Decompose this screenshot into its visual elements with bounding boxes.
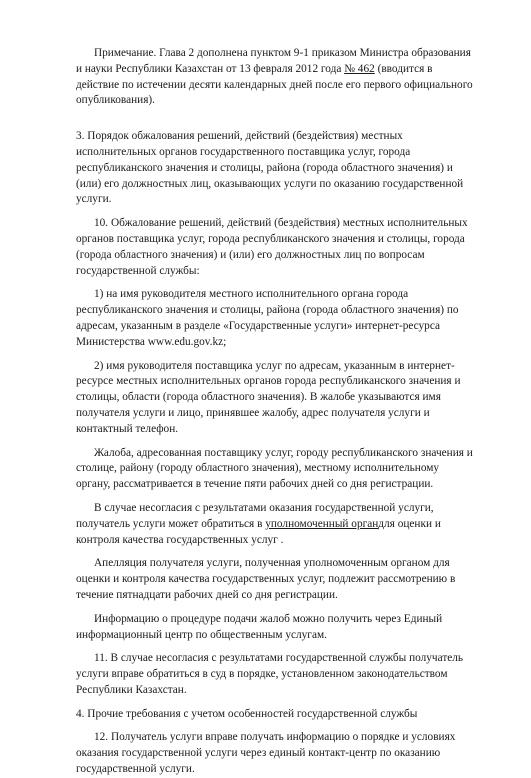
info-paragraph: Информацию о процедуре подачи жалоб можно получить через Единый информационный центр по общественным услугам.: [76, 612, 443, 641]
note-text: Примечание. Глава 2 дополнена пунктом 9-1 приказом Министра образования и науки Республики Казахстан от 13 февраля 2012 года: [76, 47, 471, 75]
paragraph-10: 10. Обжалование решений, действий (бездействия) местных исполнительных органов поставщика услуг, города республиканского значения и столицы, города (города областного значения) и (или) его должностных лиц по вопросам государственной службы:: [76, 217, 468, 277]
section-3-heading: 3. Порядок обжалования решений, действий (бездействия) местных исполнительных органов государственного поставщика услуг, города республиканского значения и столицы, района (города областного значения) и (или) его должностных лиц, оказывающих услуги по оказанию государственной услуги.: [76, 130, 464, 206]
section-4-heading: 4. Прочие требования с учетом особенностей государственной службы: [76, 707, 418, 720]
order-link[interactable]: № 462: [344, 62, 375, 75]
appeal-paragraph: Апелляция получателя услуги, полученная уполномоченным органом для оценки и контроля качества государственных услуг, подлежит рассмотрению в течение пятнадцати рабочих дней со дня регистрации.: [76, 557, 456, 601]
disagreement-text: В случае несогласия с результатами оказания государственной услуги, получатель услуги может обратиться в: [76, 501, 434, 530]
paragraph-10-item-2: 2) имя руководителя поставщика услуг по адресам, указанным в интернет-ресурсе местных исполнительных органов города республиканского значения и столицы, области (города областного значения). В жалобе указываются имя получателя услуги и лицо, принявшее жалобу, адрес получателя услуги и контактный телефон.: [76, 359, 461, 435]
disagreement-text-end: для оценки и контроля качества государственных услуг .: [76, 517, 441, 546]
paragraph-12: 12. Получатель услуги вправе получать информацию о порядке и условиях оказания государственной услуги через единый контакт-центр по оказанию государственной услуги.: [76, 731, 456, 776]
complaint-paragraph: Жалоба, адресованная поставщику услуг, городу республиканского значения и столице, району (городу областного значения), местному исполнительному органу, рассматривается в течение пяти рабочих дней со дня регистрации.: [76, 446, 473, 491]
paragraph-10-item-1: 1) на имя руководителя местного исполнительного органа города республиканского значения и столицы, района (города областного значения) по адресам, указанным в разделе «Государственные услуги» интернет-ресурса Министерства www.edu.gov.kz;: [76, 288, 459, 348]
paragraph-11: 11. В случае несогласия с результатами государственной службы получатель услуги вправе обратиться в суд в порядке, установленном законодательством Республики Казахстан.: [76, 652, 464, 696]
disagreement-paragraph: [76, 501, 475, 548]
authorized-body-link[interactable]: уполномоченный орган: [265, 517, 379, 530]
note-text-end: (вводится в действие по истечении десяти календарных дней после его первого официального опубликования).: [76, 62, 473, 107]
note-paragraph: [76, 46, 475, 109]
